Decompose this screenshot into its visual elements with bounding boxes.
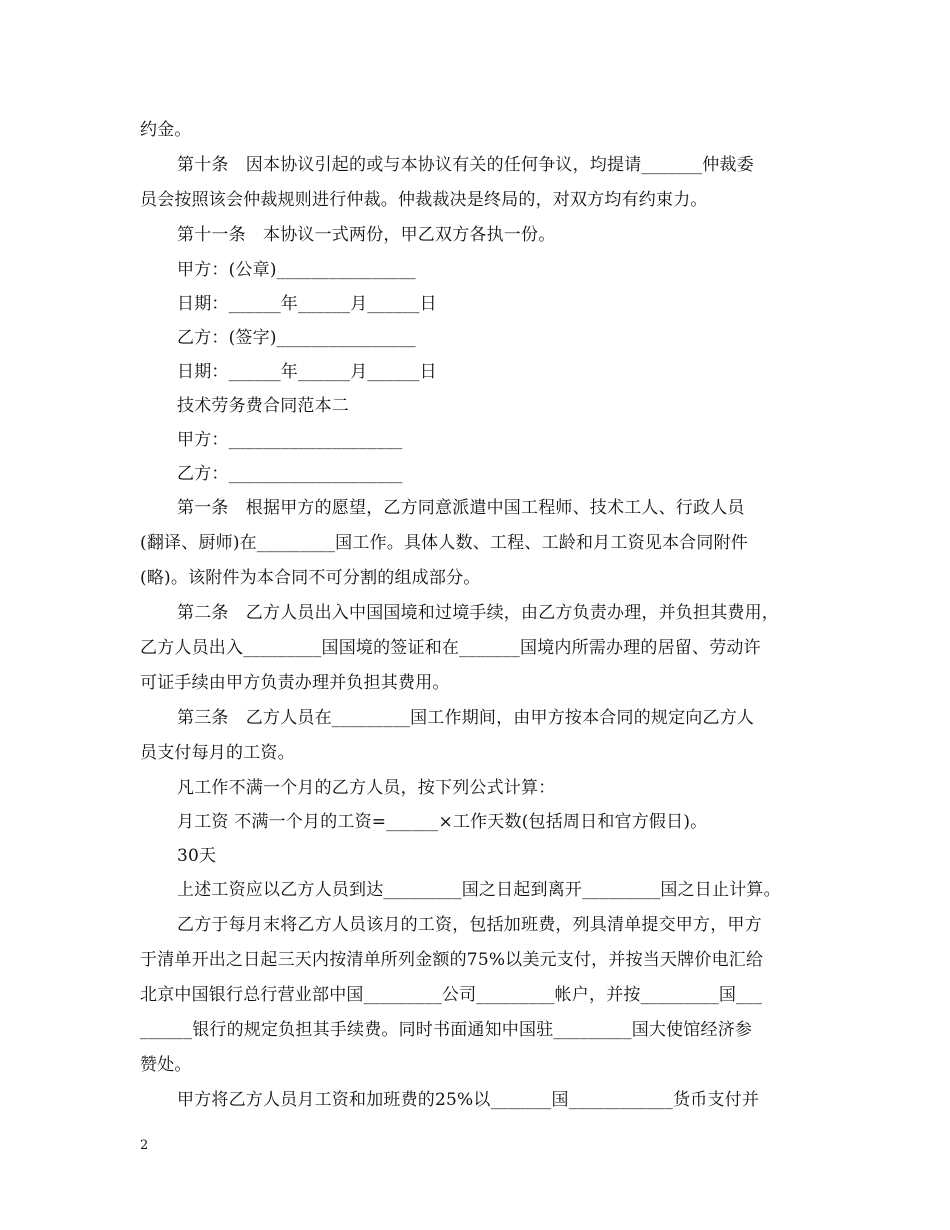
currency-payment-line: 甲方将乙方人员月工资和加班费的25%以_______国____________货币支付并	[177, 1090, 760, 1110]
article-2-line-3: 可证手续由甲方负责办理并负担其费用。	[140, 673, 450, 693]
date-line-b: 日期：______年______月______日	[177, 362, 437, 382]
article-1-line-2: (翻译、厨师)在_________国工作。具体人数、工程、工龄和月工资见本合同附件	[140, 533, 748, 553]
article-1-line-3: (略)。该附件为本合同不可分割的组成部分。	[140, 568, 481, 588]
party-a-line: 甲方：____________________	[177, 430, 403, 450]
article-11: 第十一条 本协议一式两份，甲乙双方各执一份。	[177, 225, 556, 245]
article-1-line-1: 第一条 根据甲方的愿望，乙方同意派遣中国工程师、技术工人、行政人员	[177, 498, 745, 518]
article-2-line-2: 乙方人员出入_________国国境的签证和在_______国境内所需办理的居留、劳动许	[140, 638, 761, 658]
page-number: 2	[140, 1138, 149, 1153]
party-b-signature-line: 乙方：(签字)________________	[177, 328, 416, 348]
payment-line-5: 赞处。	[140, 1055, 192, 1075]
article-10-line-2: 员会按照该会仲裁规则进行仲裁。仲裁裁决是终局的，对双方均有约束力。	[140, 190, 708, 210]
article-2-line-1: 第二条 乙方人员出入中国国境和过境手续，由乙方负责办理，并负担其费用，	[177, 603, 779, 623]
payment-line-2: 于清单开出之日起三天内按清单所列金额的75%以美元支付，并按当天牌价电汇给	[140, 950, 764, 970]
payment-line-3: 北京中国银行总行营业部中国_________公司_________帐户，并按_________国___	[140, 985, 763, 1005]
article-10-line-1: 第十条 因本协议引起的或与本协议有关的任何争议，均提请_______仲裁委	[177, 155, 754, 175]
formula-denominator: 30天	[177, 846, 217, 866]
article-3-line-1: 第三条 乙方人员在_________国工作期间，由甲方按本合同的规定向乙方人	[177, 708, 755, 728]
party-b-line: 乙方：____________________	[177, 464, 403, 484]
payment-line-4: ______银行的规定负担其手续费。同时书面通知中国驻_________国大使馆经济参	[140, 1020, 753, 1040]
formula-line: 月工资 不满一个月的工资=______×工作天数(包括周日和官方假日)。	[177, 812, 708, 832]
article-3-line-2: 员支付每月的工资。	[140, 743, 295, 763]
section-title: 技术劳务费合同范本二	[177, 396, 349, 416]
text-line-continuation: 约金。	[140, 120, 192, 140]
salary-period-line: 上述工资应以乙方人员到达_________国之日起到离开_________国之日止计算。	[177, 880, 781, 900]
payment-line-1: 乙方于每月末将乙方人员该月的工资，包括加班费，列具清单提交甲方，甲方	[177, 915, 762, 935]
party-a-seal-line: 甲方：(公章)________________	[177, 260, 416, 280]
date-line-a: 日期：______年______月______日	[177, 294, 437, 314]
formula-intro: 凡工作不满一个月的乙方人员，按下列公式计算：	[177, 778, 556, 798]
